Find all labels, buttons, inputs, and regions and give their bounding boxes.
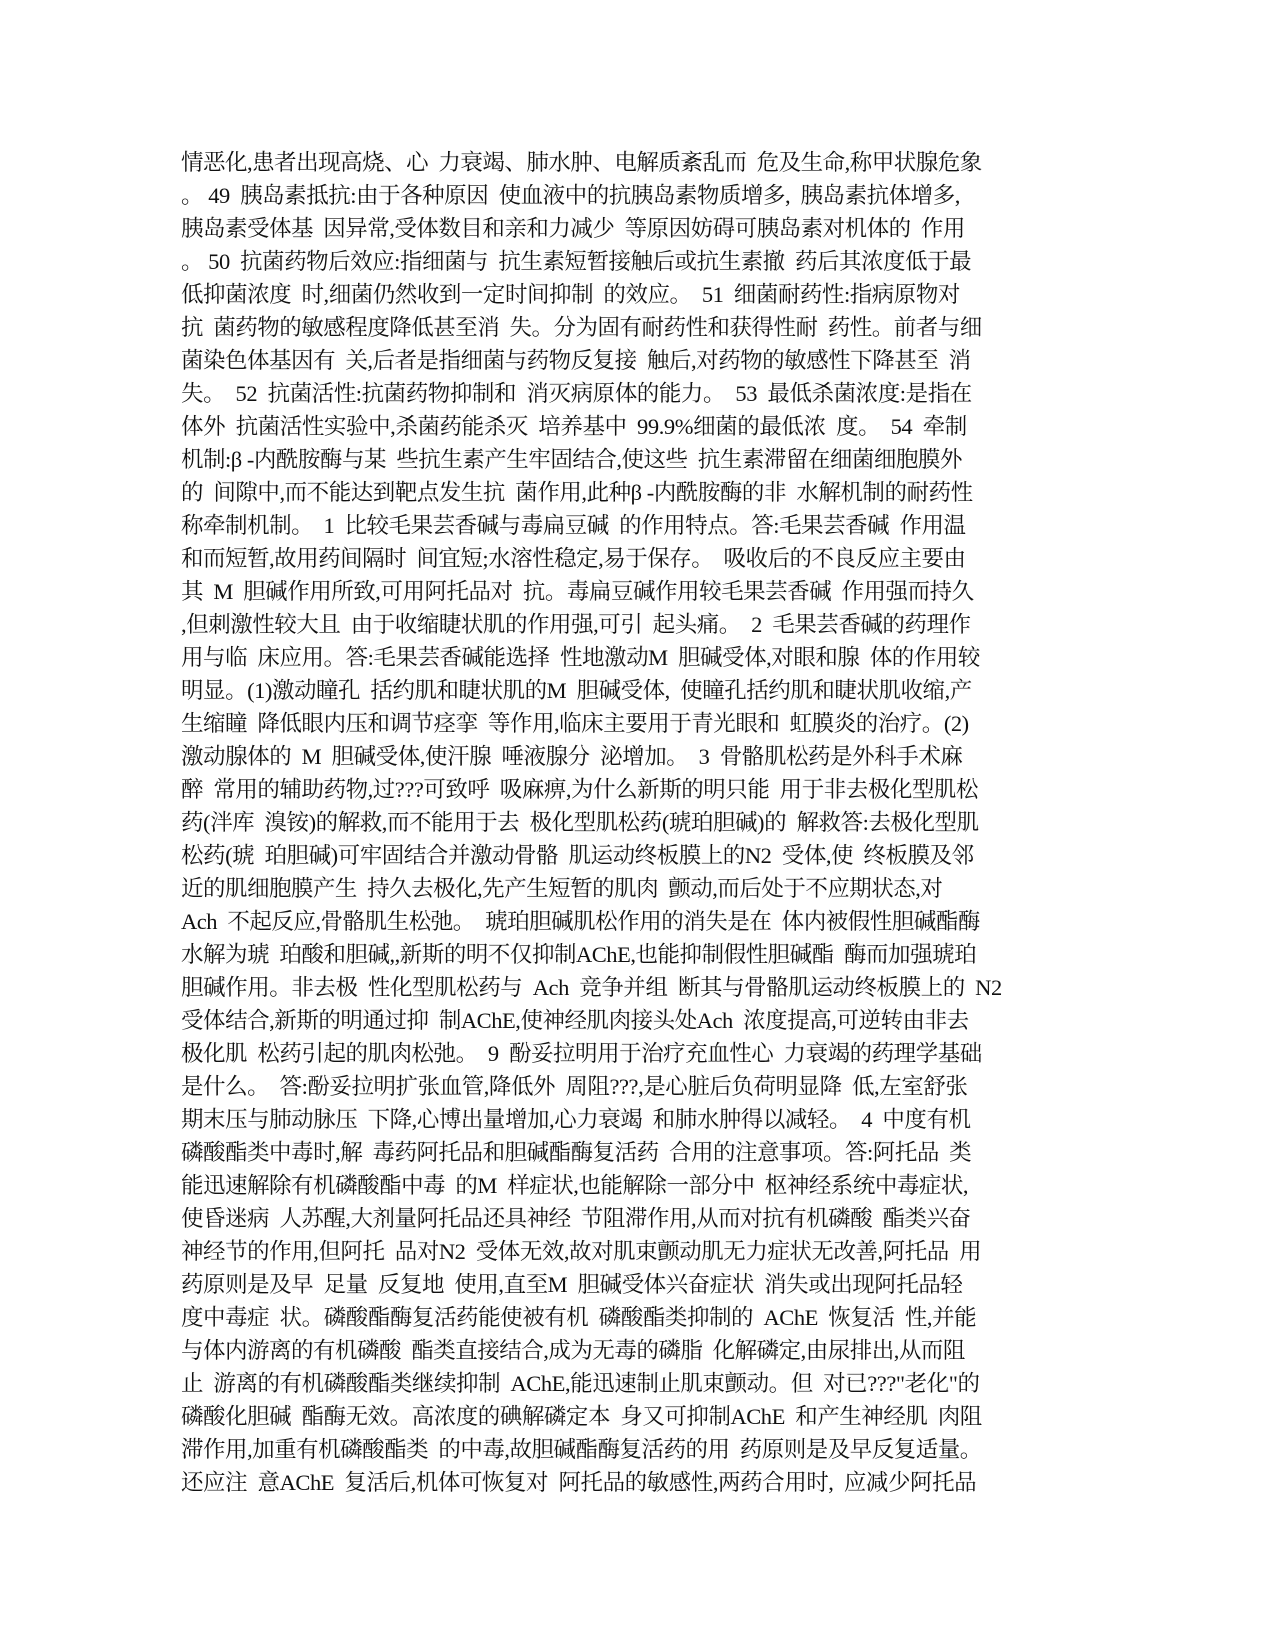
text-line: 极化肌 松药引起的肌肉松弛。 9 酚妥拉明用于治疗充血性心 力衰竭的药理学基础: [181, 1041, 982, 1066]
text-line: 使昏迷病 人苏醒,大剂量阿托品还具神经 节阻滞作用,从而对抗有机磷酸 酯类兴奋: [181, 1206, 971, 1231]
text-line: 止 游离的有机磷酸酯类继续抑制 AChE,能迅速制止肌束颤动。但 对已???"老化"的: [181, 1371, 980, 1396]
text-line: 菌染色体基因有 关,后者是指细菌与药物反复接 触后,对药物的敏感性下降甚至 消: [181, 348, 971, 373]
text-line: 受体结合,新斯的明通过抑 制AChE,使神经肌肉接头处Ach 浓度提高,可逆转由非去: [181, 1008, 969, 1033]
text-line: 松药(琥 珀胆碱)可牢固结合并激动骨骼 肌运动终板膜上的N2 受体,使 终板膜及邻: [181, 843, 974, 868]
text-line: 醉 常用的辅助药物,过???可致呼 吸麻痹,为什么新斯的明只能 用于非去极化型肌松: [181, 777, 978, 802]
text-line: 。 49 胰岛素抵抗:由于各种原因 使血液中的抗胰岛素物质增多, 胰岛素抗体增多,: [181, 183, 960, 208]
text-line: 神经节的作用,但阿托 品对N2 受体无效,故对肌束颤动肌无力症状无改善,阿托品 用: [181, 1239, 982, 1264]
text-line: 药(泮库 溴铵)的解救,而不能用于去 极化型肌松药(琥珀胆碱)的 解救答:去极化型肌: [181, 810, 979, 835]
text-line: 机制:β -内酰胺酶与某 些抗生素产生牢固结合,使这些 抗生素滞留在细菌细胞膜外: [181, 447, 962, 472]
text-line: 近的肌细胞膜产生 持久去极化,先产生短暂的肌肉 颤动,而后处于不应期状态,对: [181, 876, 943, 901]
text-line: ,但刺激性较大且 由于收缩睫状肌的作用强,可引 起头痛。 2 毛果芸香碱的药理作: [181, 612, 971, 637]
text-line: Ach 不起反应,骨骼肌生松弛。 琥珀胆碱肌松作用的消失是在 体内被假性胆碱酯酶: [181, 909, 980, 934]
text-line: 胆碱作用。非去极 性化型肌松药与 Ach 竞争并组 断其与骨骼肌运动终板膜上的 N2: [181, 975, 1002, 1000]
text-line: 称牵制机制。 1 比较毛果芸香碱与毒扁豆碱 的作用特点。答:毛果芸香碱 作用温: [181, 513, 966, 538]
text-line: 生缩瞳 降低眼内压和调节痉挛 等作用,临床主要用于青光眼和 虹膜炎的治疗。(2): [181, 711, 969, 736]
text-line: 期末压与肺动脉压 下降,心博出量增加,心力衰竭 和肺水肿得以减轻。 4 中度有机: [181, 1107, 971, 1132]
text-line: 滞作用,加重有机磷酸酯类 的中毒,故胆碱酯酶复活药的用 药原则是及早反复适量。: [181, 1437, 982, 1462]
text-line: 其 M 胆碱作用所致,可用阿托品对 抗。毒扁豆碱作用较毛果芸香碱 作用强而持久: [181, 579, 974, 604]
text-line: 度中毒症 状。磷酸酯酶复活药能使被有机 磷酸酯类抑制的 AChE 恢复活 性,并能: [181, 1305, 977, 1330]
text-line: 药原则是及早 足量 反复地 使用,直至M 胆碱受体兴奋症状 消失或出现阿托品轻: [181, 1272, 963, 1297]
text-line: 和而短暂,故用药间隔时 间宜短;水溶性稳定,易于保存。 吸收后的不良反应主要由: [181, 546, 966, 571]
text-line: 磷酸化胆碱 酯酶无效。高浓度的碘解磷定本 身又可抑制AChE 和产生神经肌 肉阻: [181, 1404, 982, 1429]
text-line: 激动腺体的 M 胆碱受体,使汗腺 唾液腺分 泌增加。 3 骨骼肌松药是外科手术麻: [181, 744, 963, 769]
text-line: 能迅速解除有机磷酸酯中毒 的M 样症状,也能解除一部分中 枢神经系统中毒症状,: [181, 1173, 969, 1198]
text-line: 情恶化,患者出现高烧、心 力衰竭、肺水肿、电解质紊乱而 危及生命,称甲状腺危象: [181, 150, 982, 175]
text-line: 与体内游离的有机磷酸 酯类直接结合,成为无毒的磷脂 化解磷定,由尿排出,从而阻: [181, 1338, 965, 1363]
text-line: 水解为琥 珀酸和胆碱,,新斯的明不仅抑制AChE,也能抑制假性胆碱酯 酶而加强琥珀: [181, 942, 977, 967]
text-line: 的 间隙中,而不能达到靶点发生抗 菌作用,此种β -内酰胺酶的非 水解机制的耐药性: [181, 480, 973, 505]
text-line: 。 50 抗菌药物后效应:指细菌与 抗生素短暂接触后或抗生素撤 药后其浓度低于最: [181, 249, 972, 274]
text-line: 胰岛素受体基 因异常,受体数目和亲和力减少 等原因妨碍可胰岛素对机体的 作用: [181, 216, 965, 241]
text-line: 体外 抗菌活性实验中,杀菌药能杀灭 培养基中 99.9%细菌的最低浓 度。 54 牵制: [181, 414, 967, 439]
text-line: 用与临 床应用。答:毛果芸香碱能选择 性地激动M 胆碱受体,对眼和腺 体的作用较: [181, 645, 980, 670]
text-line: 磷酸酯类中毒时,解 毒药阿托品和胆碱酯酶复活药 合用的注意事项。答:阿托品 类: [181, 1140, 972, 1165]
text-line: 失。 52 抗菌活性:抗菌药物抑制和 消灭病原体的能力。 53 最低杀菌浓度:是指在: [181, 381, 972, 406]
text-line: 明显。(1)激动瞳孔 括约肌和睫状肌的M 胆碱受体, 使瞳孔括约肌和睫状肌收缩,产: [181, 678, 972, 703]
text-line: 还应注 意AChE 复活后,机体可恢复对 阿托品的敏感性,两药合用时, 应减少阿托品: [181, 1470, 977, 1495]
text-line: 低抑菌浓度 时,细菌仍然收到一定时间抑制 的效应。 51 细菌耐药性:指病原物对: [181, 282, 960, 307]
text-line: 是什么。 答:酚妥拉明扩张血管,降低外 周阻???,是心脏后负荷明显降 低,左室舒张: [181, 1074, 968, 1099]
text-line: 抗 菌药物的敏感程度降低甚至消 失。分为固有耐药性和获得性耐 药性。前者与细: [181, 315, 982, 340]
body-text: [181, 146, 1081, 1499]
